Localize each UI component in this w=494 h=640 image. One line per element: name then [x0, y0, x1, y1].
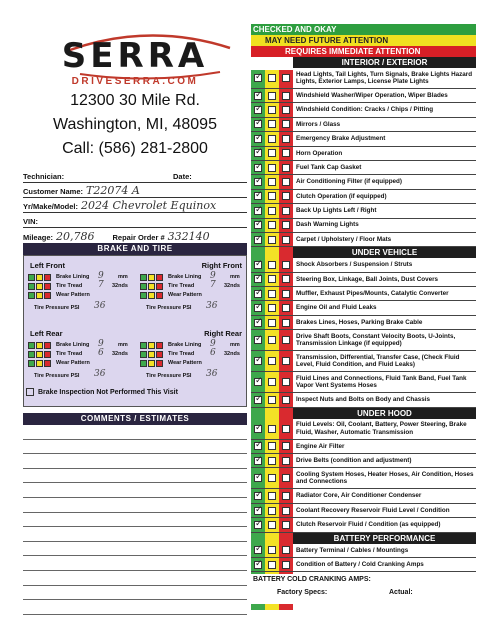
item-label: Transmission, Differential, Transfer Case, (Check Fluid Level, Fluid Condition, and Fluid Leaks): [296, 353, 460, 369]
rr-tread-value: 6: [210, 348, 216, 358]
checkbox-ok[interactable]: [254, 135, 262, 143]
checkbox-future[interactable]: [268, 275, 276, 283]
status-checkboxes: [251, 454, 293, 467]
comment-line[interactable]: [23, 454, 247, 469]
item-label: Horn Operation: [296, 149, 343, 157]
checkbox-immediate[interactable]: [282, 378, 290, 386]
checkbox-immediate[interactable]: [282, 521, 290, 529]
checkbox-ok[interactable]: [254, 507, 262, 515]
checkbox-immediate[interactable]: [282, 92, 290, 100]
left-rear-label: Left Rear: [30, 329, 63, 338]
interior-item: [251, 89, 476, 103]
comment-line[interactable]: [23, 483, 247, 498]
under-vehicle-item: [251, 351, 476, 372]
checkbox-immediate[interactable]: [282, 396, 290, 404]
status-checkboxes: [251, 393, 293, 406]
item-label: Condition of Battery / Cold Cranking Amps: [296, 560, 424, 568]
checkbox-ok[interactable]: [254, 164, 262, 172]
checkbox-future[interactable]: [268, 178, 276, 186]
checkbox-immediate[interactable]: [282, 561, 290, 569]
tire-block-lr: Brake Lining Tire Tread Wear Pattern mm 32nds 9 6 Tire Pressure PSI 36: [28, 342, 128, 384]
under-vehicle-item: [251, 372, 476, 393]
item-label: Clutch Operation (if equipped): [296, 192, 387, 200]
interior-item: [251, 161, 476, 175]
item-label: Mirrors / Glass: [296, 120, 341, 128]
interior-item: [251, 147, 476, 161]
status-checkboxes: [251, 147, 293, 160]
checkbox-ok[interactable]: [254, 261, 262, 269]
item-label: Windshield Condition: Cracks / Chips / Pitting: [296, 106, 434, 114]
item-label: Fluid Lines and Connections, Fluid Tank Band, Fuel Tank Vapor Vent Systems Hoses: [296, 374, 467, 390]
actual-label: Actual:: [389, 589, 413, 597]
checkbox-future[interactable]: [268, 236, 276, 244]
checkbox-ok[interactable]: [254, 396, 262, 404]
lr-lining-value: 9: [98, 339, 104, 349]
checkbox-ok[interactable]: [254, 546, 262, 554]
under-vehicle-item: [251, 287, 476, 301]
checkbox-immediate[interactable]: [282, 357, 290, 365]
checkbox-future[interactable]: [268, 561, 276, 569]
under-hood-item: [251, 518, 476, 532]
item-label: Muffler, Exhaust Pipes/Mounts, Catalytic Converter: [296, 290, 449, 298]
item-label: Dash Warning Lights: [296, 221, 359, 229]
checkbox-ok[interactable]: [254, 207, 262, 215]
checkbox-ok[interactable]: [254, 442, 262, 450]
status-checkboxes: [251, 468, 293, 488]
status-checkboxes: [251, 518, 293, 531]
right-front-label: Right Front: [201, 261, 242, 270]
checkbox-future[interactable]: [268, 474, 276, 482]
battery-item: [251, 558, 476, 572]
under-hood-item: [251, 454, 476, 468]
checkbox-immediate[interactable]: [282, 319, 290, 327]
item-label: Drive Belts (condition and adjustment): [296, 456, 412, 464]
checkbox-ok[interactable]: [254, 106, 262, 114]
checkbox-immediate[interactable]: [282, 135, 290, 143]
checkbox-ok[interactable]: [254, 425, 262, 433]
vin-row: [23, 213, 247, 228]
lf-lining-value: 9: [98, 271, 104, 281]
item-label: Battery Terminal / Cables / Mountings: [296, 546, 409, 554]
ymm-label: Yr/Make/Model:: [23, 202, 79, 211]
under-hood-item: [251, 419, 476, 440]
checkbox-immediate[interactable]: [282, 236, 290, 244]
status-checkboxes: [251, 372, 293, 392]
checkbox-future[interactable]: [268, 92, 276, 100]
checkbox-future[interactable]: [268, 164, 276, 172]
checkbox-immediate[interactable]: [282, 192, 290, 200]
legend-future: MAY NEED FUTURE ATTENTION: [251, 35, 476, 46]
logo-brand: SERRA: [61, 36, 209, 76]
checkbox-ok[interactable]: [254, 275, 262, 283]
checkbox-immediate[interactable]: [282, 442, 290, 450]
checkbox-ok[interactable]: [254, 336, 262, 344]
item-label: Fuel Tank Cap Gasket: [296, 163, 362, 171]
checkbox-future[interactable]: [268, 149, 276, 157]
checkbox-ok[interactable]: [254, 120, 262, 128]
checkbox-future[interactable]: [268, 357, 276, 365]
checkbox-immediate[interactable]: [282, 74, 290, 82]
checkbox-future[interactable]: [268, 521, 276, 529]
factory-specs-label: Factory Specs:: [277, 589, 328, 597]
checkbox-immediate[interactable]: [282, 336, 290, 344]
checkbox-ok[interactable]: [254, 457, 262, 465]
address-street: 12300 30 Mile Rd.: [70, 92, 200, 109]
checkbox-immediate[interactable]: [282, 290, 290, 298]
item-label: Brakes Lines, Hoses, Parking Brake Cable: [296, 318, 423, 326]
status-checkboxes: [251, 68, 293, 88]
under-hood-list: [251, 419, 476, 533]
checkbox-immediate[interactable]: [282, 457, 290, 465]
item-label: Coolant Recovery Reservoir Fluid Level / Condition: [296, 506, 450, 514]
checkbox-future[interactable]: [268, 221, 276, 229]
item-label: Back Up Lights Left / Right: [296, 207, 377, 215]
item-label: Steering Box, Linkage, Ball Joints, Dust Covers: [296, 275, 439, 283]
under-vehicle-item: [251, 258, 476, 272]
customer-value: T22074 A: [86, 184, 140, 197]
item-label: Fluid Levels: Oil, Coolant, Battery, Power Steering, Brake Fluid, Washer, Automatic Transmission: [296, 421, 467, 436]
right-rear-label: Right Rear: [204, 329, 242, 338]
item-label: Air Conditioning Filter (if equipped): [296, 178, 402, 186]
checkbox-immediate[interactable]: [282, 474, 290, 482]
item-label: Engine Oil and Fluid Leaks: [296, 304, 377, 312]
technician-label: Technician:: [23, 172, 65, 181]
left-panel: [23, 24, 247, 620]
battery-item: [251, 544, 476, 558]
battery-header: BATTERY PERFORMANCE: [293, 533, 476, 544]
cca-label: BATTERY COLD CRANKING AMPS:: [253, 576, 371, 584]
ymm-row: [23, 198, 247, 213]
status-checkboxes: [251, 103, 293, 116]
status-checkboxes: [251, 544, 293, 557]
checkbox-ok[interactable]: [254, 221, 262, 229]
checkbox-ok[interactable]: [254, 192, 262, 200]
status-checkboxes: [251, 233, 293, 246]
status-checkboxes: [251, 132, 293, 145]
checkbox-immediate[interactable]: [282, 275, 290, 283]
item-label: Engine Air Filter: [296, 442, 345, 450]
ro-label: Repair Order #: [112, 233, 165, 242]
item-label: Carpet / Upholstery / Floor Mats: [296, 235, 392, 243]
checkbox-future[interactable]: [268, 261, 276, 269]
right-panel: [251, 24, 476, 610]
tire-block-rf: Brake Lining Tire Tread Wear Pattern mm 32nds 9 7 Tire Pressure PSI 36: [140, 274, 240, 316]
item-label: Windshield Washer/Wiper Operation, Wiper Blades: [296, 91, 448, 99]
address-city: Washington, MI, 48095: [53, 116, 217, 133]
checkbox-future[interactable]: [268, 120, 276, 128]
rr-lining-value: 9: [210, 339, 216, 349]
lf-tread-value: 7: [98, 280, 104, 290]
comment-line[interactable]: [23, 556, 247, 571]
checkbox-immediate[interactable]: [282, 106, 290, 114]
comment-line[interactable]: [23, 542, 247, 557]
status-checkboxes: [251, 440, 293, 453]
checkbox-ok[interactable]: [254, 561, 262, 569]
checkbox-future[interactable]: [268, 290, 276, 298]
comment-line[interactable]: [23, 513, 247, 528]
checkbox-ok[interactable]: [254, 290, 262, 298]
status-checkboxes: [251, 301, 293, 314]
rf-psi-value: 36: [206, 301, 218, 311]
comment-line[interactable]: [23, 440, 247, 455]
checkbox-immediate[interactable]: [282, 546, 290, 554]
checkbox-ok[interactable]: [254, 521, 262, 529]
comments-area[interactable]: [23, 425, 247, 615]
interior-item: [251, 233, 476, 247]
checkbox-immediate[interactable]: [282, 221, 290, 229]
checkbox-ok[interactable]: [254, 92, 262, 100]
status-checkboxes: [251, 118, 293, 131]
lr-tread-value: 6: [98, 348, 104, 358]
status-checkboxes: [251, 161, 293, 174]
under-vehicle-item: [251, 316, 476, 330]
checkbox-immediate[interactable]: [282, 178, 290, 186]
checkbox-future[interactable]: [268, 192, 276, 200]
interior-item: [251, 190, 476, 204]
status-checkboxes: [251, 273, 293, 286]
comment-line[interactable]: [23, 527, 247, 542]
brake-tire-header: BRAKE AND TIRE: [23, 243, 247, 255]
ro-value: 332140: [167, 230, 210, 243]
checkbox-future[interactable]: [268, 457, 276, 465]
checkbox-future[interactable]: [268, 207, 276, 215]
checkbox-immediate[interactable]: [282, 207, 290, 215]
status-checkboxes: [251, 258, 293, 271]
interior-header: INTERIOR / EXTERIOR: [293, 57, 476, 68]
mileage-label: Mileage:: [23, 233, 54, 242]
status-checkboxes: [251, 316, 293, 329]
checkbox-future[interactable]: [268, 378, 276, 386]
under-hood-item: [251, 440, 476, 454]
ymm-value: 2024 Chevrolet Equinox: [81, 199, 217, 212]
battery-cca: [251, 574, 476, 604]
checkbox-future[interactable]: [268, 106, 276, 114]
checkbox-ok[interactable]: [254, 378, 262, 386]
left-front-label: Left Front: [30, 261, 65, 270]
status-checkboxes: [251, 558, 293, 571]
battery-list: [251, 544, 476, 573]
lf-psi-value: 36: [94, 301, 106, 311]
item-label: Radiator Core, Air Conditioner Condenser: [296, 492, 422, 500]
interior-item: [251, 204, 476, 218]
checkbox-future[interactable]: [268, 492, 276, 500]
checkbox-future[interactable]: [268, 507, 276, 515]
under-vehicle-item: [251, 301, 476, 315]
checkbox-immediate[interactable]: [282, 120, 290, 128]
status-checkboxes: [251, 287, 293, 300]
brake-not-performed[interactable]: Brake Inspection Not Performed This Visit: [26, 388, 178, 396]
checkbox-ok[interactable]: [254, 319, 262, 327]
checkbox-ok[interactable]: [254, 492, 262, 500]
checkbox-ok[interactable]: [254, 474, 262, 482]
rr-psi-value: 36: [206, 369, 218, 379]
item-label: Clutch Reservoir Fluid / Condition (as equipped): [296, 521, 441, 529]
checkbox-future[interactable]: [268, 425, 276, 433]
interior-list: [251, 68, 476, 247]
checkbox-immediate[interactable]: [282, 425, 290, 433]
status-checkboxes: [251, 419, 293, 439]
customer-row: [23, 183, 247, 198]
status-checkboxes: [251, 190, 293, 203]
comment-line[interactable]: [23, 586, 247, 601]
under-vehicle-list: [251, 258, 476, 407]
interior-item: [251, 175, 476, 189]
checkbox-future[interactable]: [268, 396, 276, 404]
address-phone: Call: (586) 281-2800: [62, 140, 208, 157]
interior-item: [251, 103, 476, 117]
checkbox-immediate[interactable]: [282, 149, 290, 157]
rf-lining-value: 9: [210, 271, 216, 281]
item-label: Head Lights, Tail Lights, Turn Signals, Brake Lights Hazard Lights, Exterior Lamps, License Plate Lights: [296, 70, 473, 85]
status-checkboxes: [251, 330, 293, 350]
interior-item: [251, 219, 476, 233]
checkbox-future[interactable]: [268, 319, 276, 327]
checkbox-ok[interactable]: [254, 149, 262, 157]
checkbox-future[interactable]: [268, 74, 276, 82]
item-label: Inspect Nuts and Bolts on Body and Chassis: [296, 396, 431, 404]
status-checkboxes: [251, 204, 293, 217]
item-label: Emergency Brake Adjustment: [296, 135, 386, 143]
mileage-value: 20,786: [56, 230, 95, 243]
customer-label: Customer Name:: [23, 187, 84, 196]
checkbox-ok[interactable]: [254, 357, 262, 365]
interior-item: [251, 68, 476, 89]
under-vehicle-header: UNDER VEHICLE: [293, 247, 476, 258]
lr-psi-value: 36: [94, 369, 106, 379]
brake-tire-box: [23, 255, 247, 407]
status-checkboxes: [251, 89, 293, 102]
status-checkboxes: [251, 351, 293, 371]
logo-site: DRIVESERRA.COM: [71, 76, 199, 87]
checkbox-future[interactable]: [268, 135, 276, 143]
date-label: Date:: [173, 172, 192, 181]
comments-header: COMMENTS / ESTIMATES: [23, 413, 247, 425]
rf-tread-value: 7: [210, 280, 216, 290]
checkbox-future[interactable]: [268, 304, 276, 312]
under-hood-item: [251, 468, 476, 489]
checkbox-immediate[interactable]: [282, 492, 290, 500]
checkbox-ok[interactable]: [254, 236, 262, 244]
status-checkboxes: [251, 489, 293, 502]
interior-item: [251, 118, 476, 132]
checkbox-ok[interactable]: [254, 74, 262, 82]
status-checkboxes: [251, 175, 293, 188]
under-hood-item: [251, 489, 476, 503]
checkbox-immediate[interactable]: [282, 164, 290, 172]
legend-immediate: REQUIRES IMMEDIATE ATTENTION: [251, 46, 476, 57]
checkbox-ok[interactable]: [254, 178, 262, 186]
checkbox-immediate[interactable]: [282, 507, 290, 515]
tire-block-lf: Brake Lining Tire Tread Wear Pattern mm 32nds 9 7 Tire Pressure PSI 36: [28, 274, 128, 316]
status-checkboxes: [251, 504, 293, 517]
vin-label: VIN:: [23, 217, 38, 226]
brake-not-performed-checkbox[interactable]: [26, 388, 34, 396]
item-label: Drive Shaft Boots, Constant Velocity Boots, U-Joints, Transmission Linkage (if equipped): [296, 332, 456, 348]
comment-line[interactable]: [23, 571, 247, 586]
under-vehicle-item: [251, 330, 476, 351]
comment-line[interactable]: [23, 498, 247, 513]
serra-logo: [23, 24, 247, 86]
checkbox-future[interactable]: [268, 336, 276, 344]
under-hood-item: [251, 504, 476, 518]
under-vehicle-item: [251, 273, 476, 287]
item-label: Cooling System Hoses, Heater Hoses, Air Condition, Hoses and Connections: [296, 470, 474, 486]
checkbox-future[interactable]: [268, 442, 276, 450]
checkbox-immediate[interactable]: [282, 304, 290, 312]
checkbox-future[interactable]: [268, 546, 276, 554]
under-vehicle-item: [251, 393, 476, 407]
interior-item: [251, 132, 476, 146]
checkbox-ok[interactable]: [254, 304, 262, 312]
status-checkboxes: [251, 219, 293, 232]
comment-line[interactable]: [23, 600, 247, 615]
item-label: Shock Absorbers / Suspension / Struts: [296, 261, 413, 269]
comment-line[interactable]: [23, 469, 247, 484]
tire-block-rr: Brake Lining Tire Tread Wear Pattern mm 32nds 9 6 Tire Pressure PSI 36: [140, 342, 240, 384]
under-hood-header: UNDER HOOD: [293, 408, 476, 419]
technician-row: [23, 168, 247, 183]
comment-line[interactable]: [23, 425, 247, 440]
checkbox-immediate[interactable]: [282, 261, 290, 269]
mileage-row: [23, 228, 247, 243]
legend-ok: CHECKED AND OKAY: [251, 24, 476, 35]
